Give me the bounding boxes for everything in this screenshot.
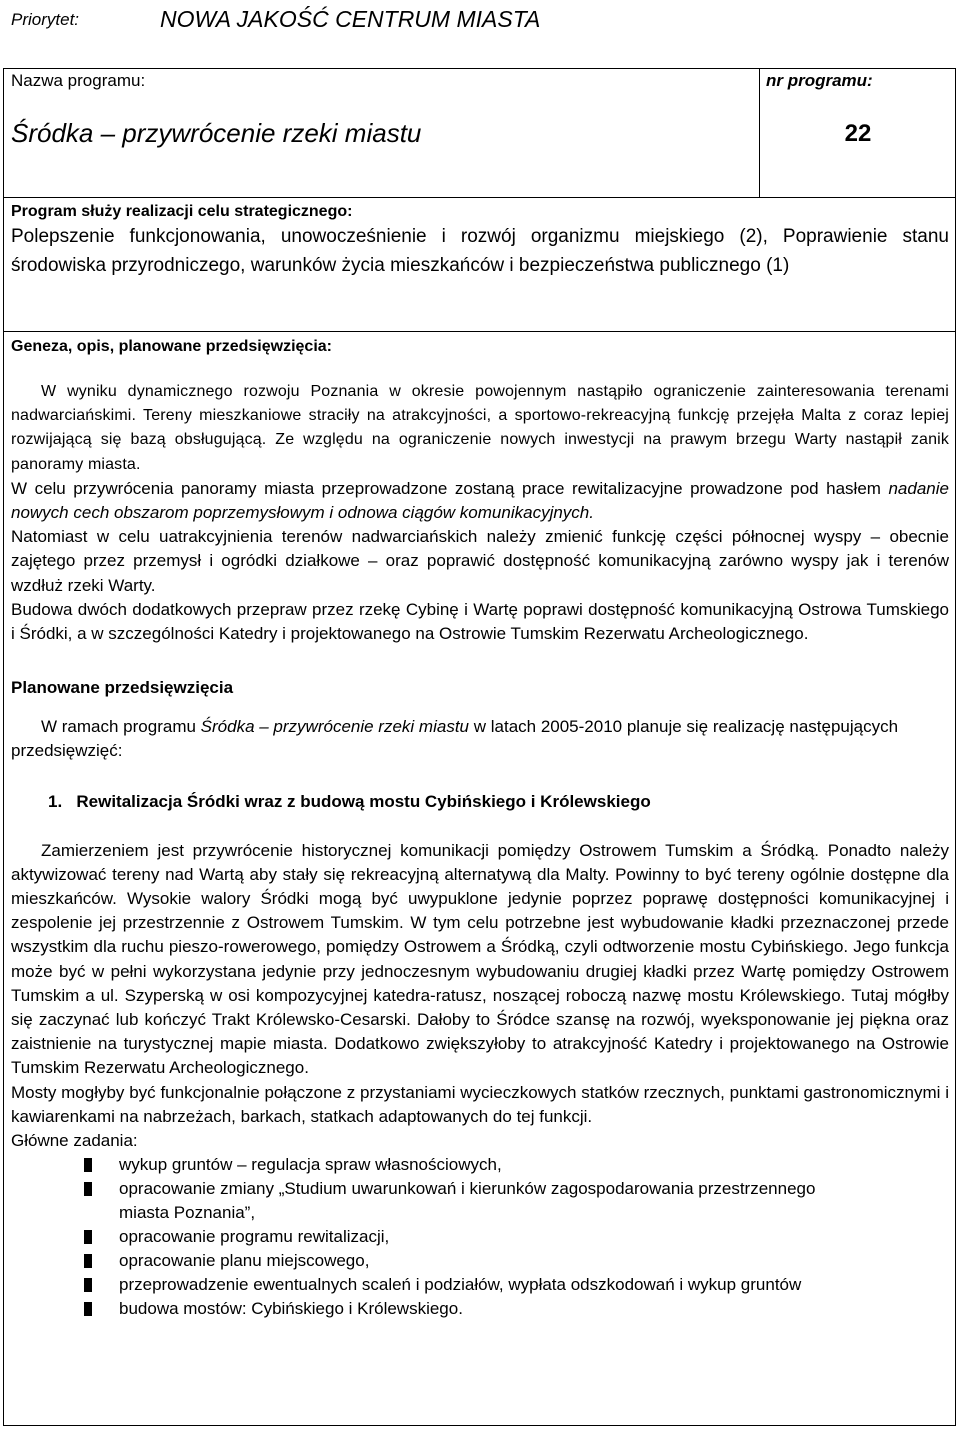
genesis-paragraph-4: Budowa dwóch dodatkowych przepraw przez rzekę Cybinę i Wartę poprawi dostępność komunikacyjną Ostrowa Tumskiego i Śródki, a w szczególności Katedry i projektowanego na Ostrowie Tumskim Rezerwatu Archeologicznego.: [11, 599, 949, 644]
task-text: przeprowadzenie ewentualnych scaleń i podziałów, wypłata odszkodowań i wykup gruntów: [119, 1275, 802, 1295]
planned-heading: Planowane przedsięwzięcia: [11, 678, 234, 698]
section-divider: [3, 331, 956, 332]
task-item: [11, 1273, 839, 1297]
task-item: [11, 1297, 839, 1321]
task-item: [11, 1177, 839, 1225]
item-1-paragraph-1: Zamierzeniem jest przywrócenie historycznej komunikacji pomiędzy Ostrowem Tumskim a Śródką. Ponadto należy aktywizować tereny nad Wartą aby stały się rekreacyjną alternatywą dla Malty. Powinny to być tereny ogólnie dostępne dla mieszkańców. Wysokie walory Śródki mogą być uwypuklone jedynie poprzez poprawę dostępności komunikacyjnej i zespolenie jej przestrzennie z Ostrowem Tumskim. W tym celu potrzebne jest wybudowanie kładki przeznaczonej przede wszystkim dla ruchu pieszo-rowerowego, pomiędzy Ostrowem a Śródką, czyli odtworzenie mostu Cybińskiego. Jego funkcja może być w pełni wykorzystana jedynie przy jednoczesnym wybudowaniu drugiej kładki przez Wartę pomiędzy Ostrowem Tumskim a ul. Szyperską w osi kompozycyjnej katedra-ratusz, noszącej roboczą nazwę mostu Królewskiego. Tutaj mógłby się zaczynać lub kończyć Trakt Królewsko-Cesarski. Dałoby to Śródce szansę na rozwój, wyeksponowanie jej piękna oraz zaistnienie na turystycznej mapie miasta. Dodatkowo zwiększyłoby to atrakcyjność Katedry i projektowanego na Ostrowie Tumskim Rezerwatu Archeologicznego.: [11, 840, 949, 1078]
program-description: [11, 334, 949, 1321]
main-tasks-list: [11, 1153, 949, 1321]
genesis-sentence-1: W wyniku dynamicznego rozwoju Poznania w okresie powojennym nastąpiło ograniczenie zainteresowania terenami nadwarciańskimi.: [11, 383, 949, 425]
task-text: opracowanie zmiany „Studium uwarunkowań i kierunków zagospodarowania przestrzennego miasta Poznania”,: [119, 1179, 816, 1223]
genesis-text: [11, 380, 949, 646]
genesis-paragraph-3: Natomiast w celu uatrakcyjnienia terenów nadwarciańskich należy zmienić funkcję części północnej wyspy – obecnie zajętego przez przemysł i ogródki działkowe – oraz poprawić dostępność komunikacyjną zarówno wyspy jak i terenów wzdłuż rzeki Warty.: [11, 527, 949, 595]
planned-item-1-title: Rewitalizacja Śródki wraz z budową mostu Cybińskiego i Królewskiego: [76, 791, 651, 811]
square-bullet-icon: [84, 1254, 92, 1268]
square-bullet-icon: [84, 1182, 92, 1196]
planned-intro-program: Śródka – przywrócenie rzeki miastu: [200, 717, 469, 737]
planned-item-1-heading: [11, 791, 949, 813]
square-bullet-icon: [84, 1158, 92, 1172]
main-tasks-title: Główne zadania:: [11, 1131, 138, 1151]
priority-row: [11, 6, 960, 32]
genesis-p2-slogan: nadanie nowych cech obszarom poprzemysłowym i odnowa ciągów komunikacyjnych.: [11, 478, 949, 523]
strategic-goal-title: Program służy realizacji celu strategicznego:: [11, 203, 353, 220]
planned-intro: [11, 715, 949, 763]
square-bullet-icon: [84, 1278, 92, 1292]
strategic-goal-text: Polepszenie funkcjonowania, unowocześnienie i rozwój organizmu miejskiego (2), Poprawienie stanu środowiska przyrodniczego, warunków życia mieszkańców i bezpieczeństwa publicznego (1): [11, 226, 949, 276]
task-text: opracowanie planu miejscowego,: [119, 1251, 370, 1271]
task-item: [11, 1249, 839, 1273]
genesis-sentence-2: Tereny mieszkaniowe straciły na atrakcyjności, a sportowo-rekreacyjną funkcję przejęła Malta z coraz lepiej rozwijającą się bazą obsługującą. Ze względu na ograniczenie nowych inwestycji na prawym brzegu Warty nastąpił zanik panoramy miasta.: [11, 407, 949, 473]
program-name-label: Nazwa programu:: [11, 71, 146, 90]
priority-label: Priorytet:: [11, 10, 80, 29]
program-number: 22: [844, 120, 872, 147]
square-bullet-icon: [84, 1302, 92, 1316]
planned-intro-end: w latach 2005-2010 planuje się realizację następujących przedsięwzięć:: [11, 717, 899, 761]
planned-item-1-number: 1.: [48, 791, 63, 811]
program-number-label: nr programu:: [766, 71, 873, 90]
genesis-paragraph-2: [11, 477, 949, 525]
square-bullet-icon: [84, 1230, 92, 1244]
program-name: Śródka – przywrócenie rzeki miastu: [11, 118, 422, 148]
header-divider: [3, 197, 956, 198]
genesis-paragraph-1: [11, 380, 949, 477]
task-text: opracowanie programu rewitalizacji,: [119, 1227, 390, 1247]
task-text: wykup gruntów – regulacja spraw własnościowych,: [119, 1155, 502, 1175]
planned-intro-start: W ramach programu: [41, 717, 196, 737]
task-text: budowa mostów: Cybińskiego i Królewskiego.: [119, 1299, 463, 1319]
strategic-goal-section: [11, 202, 949, 280]
priority-value: NOWA JAKOŚĆ CENTRUM MIASTA: [160, 6, 541, 32]
item-1-paragraph-2: Mosty mogłyby być funkcjonalnie połączone z przystaniami wycieczkowych statków rzecznych, punktami gastronomicznymi i kawiarenkami na nabrzeżach, barkach, statkach adaptowanych do tej funkcji.: [11, 1082, 949, 1126]
genesis-heading: Geneza, opis, planowane przedsięwzięcia:: [11, 338, 332, 355]
planned-item-1-description: [11, 839, 949, 1322]
task-item: [11, 1153, 839, 1177]
genesis-p2-text: W celu przywrócenia panoramy miasta przeprowadzone zostaną prace rewitalizacyjne prowadzone pod hasłem: [11, 478, 881, 498]
task-item: [11, 1225, 839, 1249]
